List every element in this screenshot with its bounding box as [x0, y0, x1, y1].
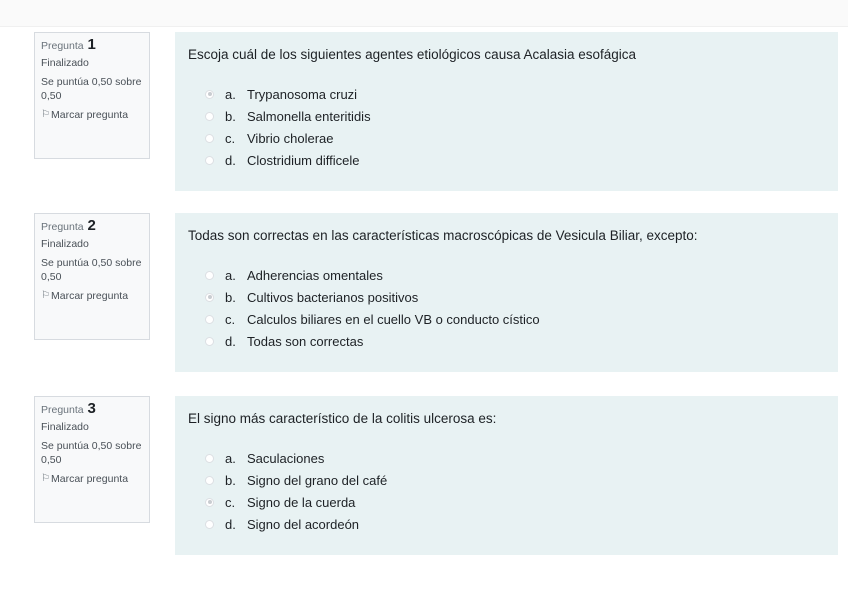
- radio-button[interactable]: [205, 156, 214, 165]
- answer-option-d[interactable]: [188, 330, 838, 352]
- answer-list: [188, 264, 838, 352]
- option-letter: a.: [225, 450, 236, 466]
- option-text: Saculaciones: [247, 450, 325, 466]
- flag-question-link[interactable]: [41, 289, 143, 303]
- answer-option-c[interactable]: [188, 127, 838, 149]
- option-letter: a.: [225, 86, 236, 102]
- option-letter: b.: [225, 108, 236, 124]
- radio-button[interactable]: [205, 134, 214, 143]
- question-number: Pregunta 2: [41, 217, 96, 234]
- answer-option-a[interactable]: [188, 447, 838, 469]
- question-text: Escoja cuál de los siguientes agentes etiológicos causa Acalasia esofágica: [188, 47, 637, 62]
- flag-label: Marcar pregunta: [51, 109, 129, 121]
- answer-option-c[interactable]: [188, 308, 838, 330]
- question-content: [175, 32, 838, 191]
- option-letter: c.: [225, 494, 236, 510]
- top-bar: [0, 0, 848, 27]
- option-text: Signo del acordeón: [247, 516, 360, 532]
- answer-option-d[interactable]: [188, 513, 838, 535]
- option-letter: c.: [225, 311, 236, 327]
- question-state: Finalizado: [41, 421, 89, 433]
- question-grade: Se puntúa 0,50 sobre 0,50: [41, 257, 142, 283]
- radio-button[interactable]: [205, 337, 214, 346]
- option-text: Cultivos bacterianos positivos: [247, 289, 419, 305]
- question-text: El signo más característico de la colitis ulcerosa es:: [188, 411, 497, 426]
- question-info: [34, 396, 150, 523]
- flag-label: Marcar pregunta: [51, 290, 129, 302]
- option-text: Calculos biliares en el cuello VB o conducto cístico: [247, 311, 540, 327]
- option-text: Todas son correctas: [247, 333, 364, 349]
- question-number: Pregunta 3: [41, 400, 96, 417]
- question-number: Pregunta 1: [41, 36, 96, 53]
- option-text: Vibrio cholerae: [247, 130, 334, 146]
- option-letter: d.: [225, 152, 236, 168]
- option-letter: a.: [225, 267, 236, 283]
- radio-button[interactable]: [205, 315, 214, 324]
- question-state: Finalizado: [41, 57, 89, 69]
- radio-button[interactable]: [205, 112, 214, 121]
- option-text: Signo de la cuerda: [247, 494, 356, 510]
- radio-button[interactable]: [205, 498, 214, 507]
- answer-option-b[interactable]: [188, 286, 838, 308]
- flag-question-link[interactable]: [41, 472, 143, 486]
- question-grade: Se puntúa 0,50 sobre 0,50: [41, 440, 142, 466]
- answer-option-a[interactable]: [188, 83, 838, 105]
- option-text: Signo del grano del café: [247, 472, 388, 488]
- option-letter: d.: [225, 516, 236, 532]
- option-text: Salmonella enteritidis: [247, 108, 371, 124]
- question-content: [175, 213, 838, 372]
- flag-icon: ⚐: [41, 473, 50, 484]
- answer-option-a[interactable]: [188, 264, 838, 286]
- answer-option-b[interactable]: [188, 469, 838, 491]
- radio-button[interactable]: [205, 293, 214, 302]
- answer-option-d[interactable]: [188, 149, 838, 171]
- answer-option-b[interactable]: [188, 105, 838, 127]
- flag-label: Marcar pregunta: [51, 473, 129, 485]
- radio-button[interactable]: [205, 476, 214, 485]
- option-letter: b.: [225, 289, 236, 305]
- radio-button[interactable]: [205, 454, 214, 463]
- answer-list: [188, 83, 838, 171]
- question-content: [175, 396, 838, 555]
- flag-question-link[interactable]: [41, 108, 143, 122]
- question-info: [34, 213, 150, 340]
- flag-icon: ⚐: [41, 109, 50, 120]
- option-letter: b.: [225, 472, 236, 488]
- question-grade: Se puntúa 0,50 sobre 0,50: [41, 76, 142, 102]
- question-state: Finalizado: [41, 238, 89, 250]
- option-text: Adherencias omentales: [247, 267, 383, 283]
- question-info: [34, 32, 150, 159]
- question-text: Todas son correctas en las características macroscópicas de Vesicula Biliar, excepto:: [188, 228, 698, 243]
- answer-option-c[interactable]: [188, 491, 838, 513]
- flag-icon: ⚐: [41, 290, 50, 301]
- option-text: Clostridium difficele: [247, 152, 360, 168]
- radio-button[interactable]: [205, 520, 214, 529]
- radio-button[interactable]: [205, 90, 214, 99]
- option-text: Trypanosoma cruzi: [247, 86, 358, 102]
- answer-list: [188, 447, 838, 535]
- radio-button[interactable]: [205, 271, 214, 280]
- option-letter: c.: [225, 130, 236, 146]
- option-letter: d.: [225, 333, 236, 349]
